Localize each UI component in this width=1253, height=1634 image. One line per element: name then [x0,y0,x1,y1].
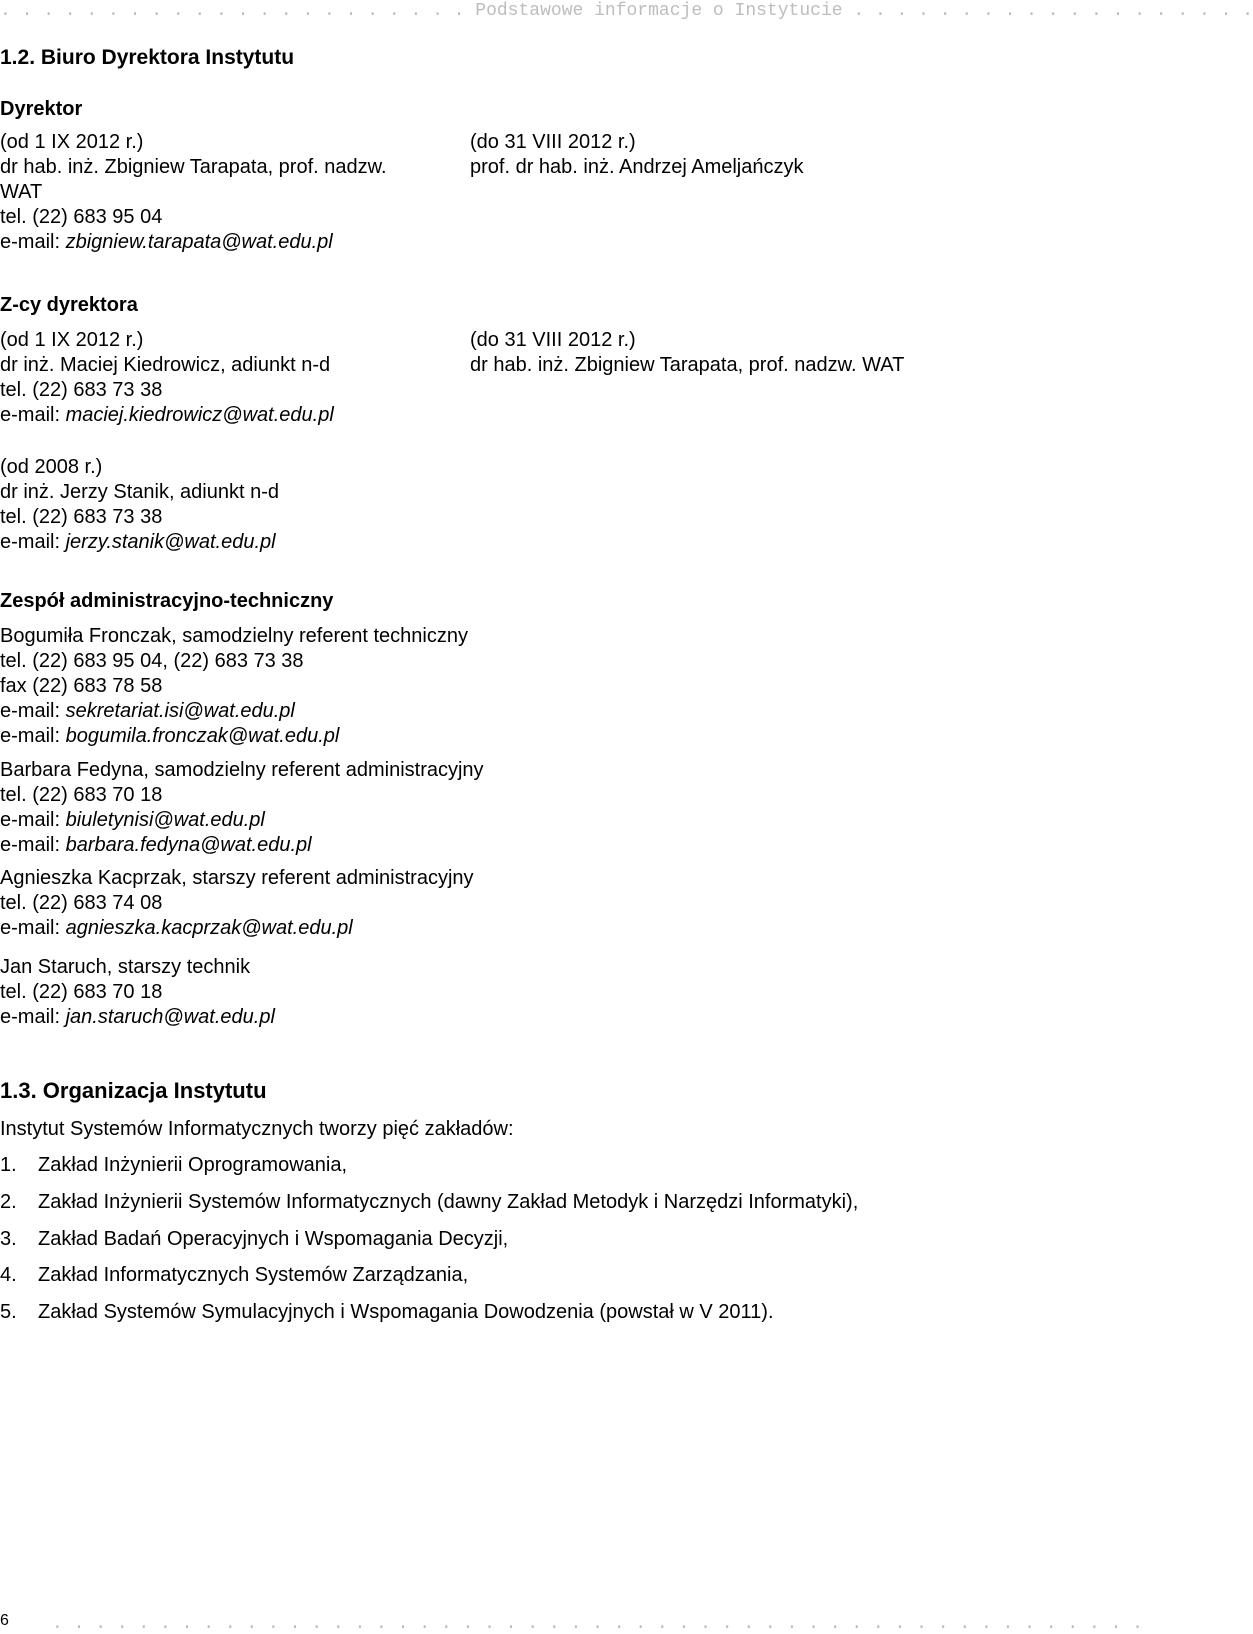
team-member [0,866,474,941]
team-member-fax: fax (22) 683 78 58 [0,675,163,697]
tel-value: (22) 683 95 04 [32,206,163,228]
team-member-name: Jan Staruch, starszy technik [0,956,251,978]
team-member [0,624,468,749]
tel-label: tel. [0,379,33,401]
team-label: Zespół administracyjno-techniczny [0,590,334,612]
director-current-name-cont: WAT [0,181,43,203]
director-current-tel [0,205,387,230]
team-member-email [0,1005,275,1030]
deputy-1-tel [0,378,334,403]
list-text: Zakład Informatycznych Systemów Zarządzania, [38,1264,469,1286]
email-link[interactable]: barbara.fedyna@wat.edu.pl [65,834,312,856]
tel-label: tel. [0,506,33,528]
team-member-email [0,916,474,941]
footer-dots: . . . . . . . . . . . . . . . . . . . . . . . . . . . . . . . . . . . . . . . . . . . . . . . . . . . [52,1614,1143,1634]
email-label: e-mail: [0,531,66,553]
email-label: e-mail: [0,809,66,831]
email-link[interactable]: maciej.kiedrowicz@wat.edu.pl [65,404,334,426]
team-member-name: Bogumiła Fronczak, samodzielny referent techniczny [0,625,468,647]
team-member-name: Barbara Fedyna, samodzielny referent administracyjny [0,759,484,781]
list-item [0,1227,508,1252]
team-member-tel: tel. (22) 683 70 18 [0,784,163,806]
director-current-name: dr hab. inż. Zbigniew Tarapata, prof. nadzw. [0,156,387,178]
page-number: 6 [0,1612,9,1629]
list-number: 1. [0,1154,17,1176]
deputy-previous-name: dr hab. inż. Zbigniew Tarapata, prof. nadzw. WAT [470,354,905,376]
list-number: 2. [0,1191,17,1213]
email-label: e-mail: [0,1006,66,1028]
email-link[interactable]: agnieszka.kacprzak@wat.edu.pl [65,917,353,939]
list-number: 4. [0,1264,17,1286]
director-previous-name: prof. dr hab. inż. Andrzej Ameljańczyk [470,156,804,178]
list-text: Zakład Systemów Symulacyjnych i Wspomagania Dowodzenia (powstał w V 2011). [38,1301,774,1323]
tel-value: (22) 683 73 38 [32,506,163,528]
director-current-period: (od 1 IX 2012 r.) [0,131,144,153]
team-member-tel: tel. (22) 683 74 08 [0,892,163,914]
tel-label: tel. [0,206,33,228]
team-member [0,955,275,1030]
deputy-previous [470,328,904,378]
director-previous [470,130,804,180]
director-label: Dyrektor [0,98,83,120]
list-number: 5. [0,1301,17,1323]
list-item [0,1190,858,1215]
section-heading-1-2: 1.2. Biuro Dyrektora Instytutu [0,46,295,69]
list-text: Zakład Inżynierii Oprogramowania, [38,1154,348,1176]
deputy-1-name: dr inż. Maciej Kiedrowicz, adiunkt n-d [0,354,331,376]
deputy-1-period: (od 1 IX 2012 r.) [0,329,144,351]
team-member-tel: tel. (22) 683 95 04, (22) 683 73 38 [0,650,304,672]
email-link[interactable]: jan.staruch@wat.edu.pl [65,1006,275,1028]
email-label: e-mail: [0,231,66,253]
list-number: 3. [0,1228,17,1250]
list-text: Zakład Inżynierii Systemów Informatycznych (dawny Zakład Metodyk i Narzędzi Informatyki), [38,1191,859,1213]
email-label: e-mail: [0,700,66,722]
email-label: e-mail: [0,404,66,426]
deputy-2-email [0,530,279,555]
deputy-2-period: (od 2008 r.) [0,456,103,478]
team-member-email [0,699,468,724]
director-previous-period: (do 31 VIII 2012 r.) [470,131,636,153]
team-member-name: Agnieszka Kacprzak, starszy referent administracyjny [0,867,474,889]
running-header [0,0,1253,22]
email-link[interactable]: sekretariat.isi@wat.edu.pl [65,700,295,722]
email-link[interactable]: jerzy.stanik@wat.edu.pl [65,531,276,553]
deputy-2 [0,455,279,555]
deputy-2-name: dr inż. Jerzy Stanik, adiunkt n-d [0,481,280,503]
team-member-email [0,724,468,749]
team-member-email [0,833,484,858]
director-current [0,130,387,255]
team-member-tel: tel. (22) 683 70 18 [0,981,163,1003]
tel-value: (22) 683 73 38 [32,379,163,401]
list-item [0,1263,468,1288]
section-heading-1-3: 1.3. Organizacja Instytutu [0,1078,267,1103]
team-member-email [0,808,484,833]
list-text: Zakład Badań Operacyjnych i Wspomagania Decyzji, [38,1228,509,1250]
deputy-previous-period: (do 31 VIII 2012 r.) [470,329,636,351]
email-label: e-mail: [0,834,66,856]
section-intro: Instytut Systemów Informatycznych tworzy pięć zakładów: [0,1118,514,1140]
email-link[interactable]: bogumila.fronczak@wat.edu.pl [65,725,340,747]
email-label: e-mail: [0,917,66,939]
deputy-1-email [0,403,334,428]
running-title: Podstawowe informacje o Instytucie [475,1,843,21]
header-dots-left: . . . . . . . . . . . . . . . . . . . . . . [0,1,476,21]
header-dots-right: . . . . . . . . . . . . . . . . . . . [842,1,1253,21]
list-item [0,1153,347,1178]
team-member [0,758,484,858]
deputies-label: Z-cy dyrektora [0,294,138,316]
email-link[interactable]: zbigniew.tarapata@wat.edu.pl [65,231,333,253]
email-link[interactable]: biuletynisi@wat.edu.pl [65,809,265,831]
list-item [0,1300,774,1325]
email-label: e-mail: [0,725,66,747]
deputy-2-tel [0,505,279,530]
deputy-1 [0,328,334,428]
director-current-email [0,230,387,255]
